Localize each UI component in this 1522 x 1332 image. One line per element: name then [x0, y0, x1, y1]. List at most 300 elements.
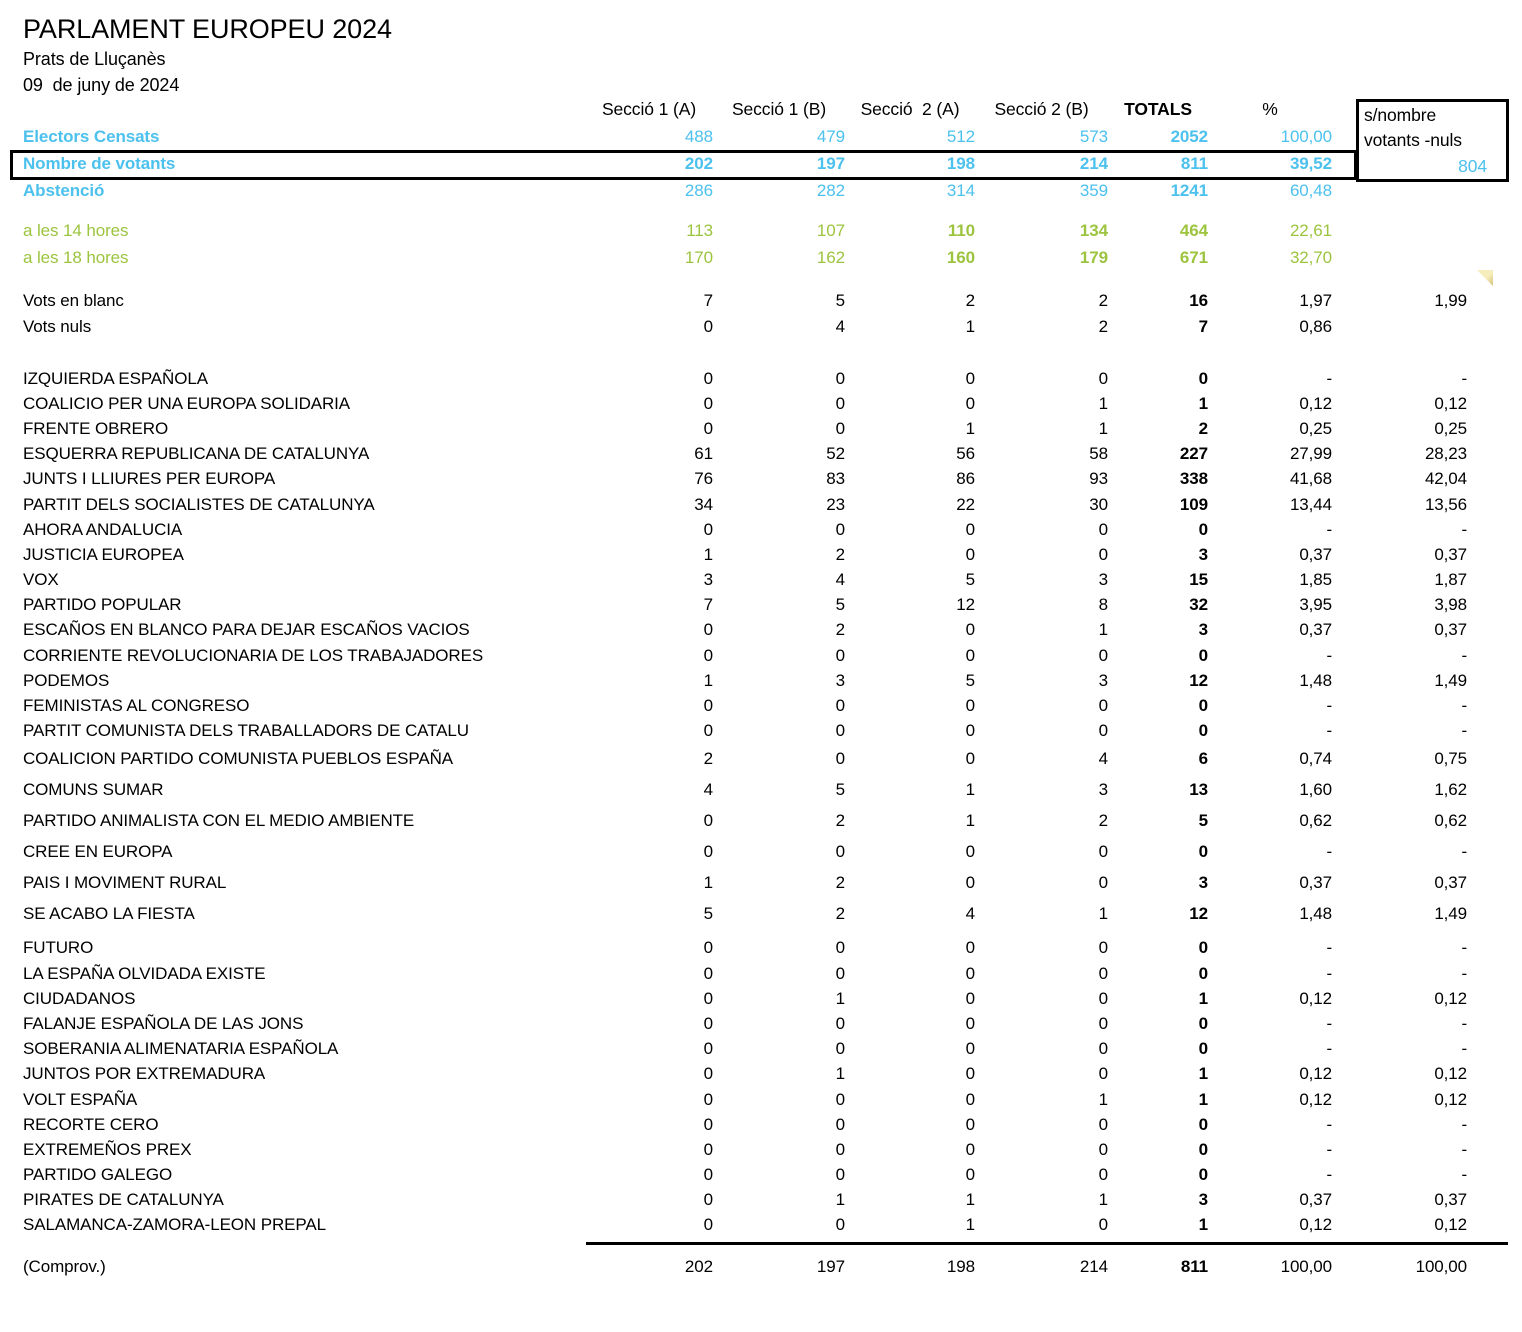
cell-pct: -	[1326, 519, 1332, 539]
cell-sec2b: 0	[1098, 988, 1108, 1008]
cell-sec2a: 0	[965, 1064, 975, 1084]
side-box-value: 804	[1458, 156, 1487, 176]
cell-pct: -	[1326, 645, 1332, 665]
cell-sec1b: 83	[826, 469, 845, 489]
row-label: IZQUIERDA ESPAÑOLA	[23, 368, 208, 388]
cell-sec2a: 0	[965, 938, 975, 958]
row-label: ESQUERRA REPUBLICANA DE CATALUNYA	[23, 444, 370, 464]
cell-totals: 671	[1179, 247, 1208, 267]
cell-totals: 2	[1198, 418, 1208, 438]
cell-pct: 1,97	[1299, 291, 1332, 310]
cell-pct: 0,12	[1299, 1064, 1332, 1084]
cell-sec1a: 202	[684, 153, 713, 173]
row-label: COMUNS SUMAR	[23, 780, 164, 800]
cell-sec1b: 0	[835, 1139, 845, 1159]
cell-pct: 1,48	[1299, 904, 1332, 924]
cell-sec1b: 0	[835, 963, 845, 983]
cell-snombre: -	[1461, 938, 1467, 958]
column-header-row	[0, 96, 1522, 123]
cell-snombre: -	[1461, 1039, 1467, 1059]
cell-sec1b: 0	[835, 938, 845, 958]
cell-sec2a: 0	[965, 988, 975, 1008]
row-justicia-europea	[0, 542, 1522, 567]
cell-sec1a: 7	[703, 291, 713, 310]
cell-pct: 60,48	[1289, 180, 1332, 200]
cell-sec2b: 1	[1098, 620, 1108, 640]
row-label: PIRATES DE CATALUNYA	[23, 1190, 224, 1210]
cell-sec1b: 0	[835, 1215, 845, 1235]
cell-sec2b: 214	[1079, 153, 1108, 173]
cell-sec2a: 22	[956, 494, 975, 514]
cell-sec2a: 0	[965, 1039, 975, 1059]
cell-snombre: -	[1461, 1165, 1467, 1185]
cell-sec2a: 5	[965, 670, 975, 690]
row-label: Vots en blanc	[23, 291, 124, 310]
row-label: a les 18 hores	[23, 247, 129, 267]
row-a-les-18-hores	[0, 244, 1522, 271]
cell-totals: 0	[1198, 721, 1208, 741]
cell-sec1b: 1	[835, 1064, 845, 1084]
cell-sec2b: 0	[1098, 1013, 1108, 1033]
cell-totals: 3	[1198, 873, 1208, 893]
cell-sec2b: 214	[1079, 1257, 1108, 1277]
cell-snombre: -	[1461, 1013, 1467, 1033]
cell-sec1a: 0	[703, 1064, 713, 1084]
cell-sec1a: 0	[703, 1139, 713, 1159]
cell-snombre: 13,56	[1424, 494, 1467, 514]
cell-sec1a: 202	[684, 1257, 713, 1277]
cell-sec2a: 56	[956, 444, 975, 464]
cell-totals: 0	[1198, 1039, 1208, 1059]
cell-snombre: 0,12	[1434, 1215, 1467, 1235]
cell-totals: 0	[1198, 1139, 1208, 1159]
cell-pct: 32,70	[1289, 247, 1332, 267]
cell-snombre	[1332, 217, 1467, 244]
cell-sec1a: 0	[703, 393, 713, 413]
cell-totals: 1	[1198, 1215, 1208, 1235]
row-label: FEMINISTAS AL CONGRESO	[23, 696, 250, 716]
cell-snombre: 0,12	[1434, 988, 1467, 1008]
cell-sec1b: 0	[835, 1013, 845, 1033]
cell-sec1b: 5	[835, 291, 845, 310]
cell-sec2b: 0	[1098, 721, 1108, 741]
cell-sec1a: 0	[703, 988, 713, 1008]
cell-sec1b: 197	[816, 1257, 845, 1277]
cell-sec2a: 1	[965, 1215, 975, 1235]
cell-snombre: 0,37	[1434, 1190, 1467, 1210]
cell-snombre: 1,62	[1434, 780, 1467, 800]
row-label: CIUDADANOS	[23, 988, 136, 1008]
cell-sec2b: 573	[1079, 126, 1108, 146]
cell-sec2b: 0	[1098, 938, 1108, 958]
cell-sec2b: 1	[1098, 904, 1108, 924]
cell-sec2a: 0	[965, 842, 975, 862]
cell-sec1a: 3	[703, 570, 713, 590]
row-label: VOX	[23, 570, 59, 590]
row-esquerra-republicana-de-catalunya	[0, 442, 1522, 467]
row-label: RECORTE CERO	[23, 1114, 159, 1134]
cell-sec1a: 0	[703, 696, 713, 716]
cell-sec2b: 0	[1098, 1114, 1108, 1134]
cell-pct: 0,12	[1299, 393, 1332, 413]
cell-sec2b: 134	[1079, 220, 1108, 240]
cell-sec2b: 30	[1089, 494, 1108, 514]
cell-sec1b: 107	[816, 220, 845, 240]
cell-sec2b: 3	[1098, 780, 1108, 800]
cell-sec2b: 0	[1098, 368, 1108, 388]
cell-sec1b: 1	[835, 988, 845, 1008]
cell-totals: 0	[1198, 696, 1208, 716]
cell-sec2a: 110	[947, 220, 975, 240]
cell-sec1a: 0	[703, 368, 713, 388]
cell-totals: 5	[1198, 811, 1208, 831]
cell-sec2a: 2	[965, 291, 975, 310]
row-label: Vots nuls	[23, 317, 92, 336]
cell-pct: -	[1326, 1139, 1332, 1159]
cell-totals: 32	[1189, 595, 1208, 615]
cell-sec1a: 0	[703, 317, 713, 336]
row-pirates-de-catalunya	[0, 1188, 1522, 1213]
row-label: PARTIDO ANIMALISTA CON EL MEDIO AMBIENTE	[23, 811, 415, 831]
row-label: PAIS I MOVIMENT RURAL	[23, 873, 227, 893]
cell-pct: 100,00	[1280, 126, 1332, 146]
row-label: CORRIENTE REVOLUCIONARIA DE LOS TRABAJADORES	[23, 645, 484, 665]
cell-sec1b: 4	[835, 570, 845, 590]
cell-totals: 0	[1198, 938, 1208, 958]
cell-totals: 3	[1198, 544, 1208, 564]
row-vox	[0, 568, 1522, 593]
cell-sec2b: 2	[1098, 811, 1108, 831]
row-a-les-14-hores	[0, 217, 1522, 244]
totals-rule	[586, 1242, 1508, 1245]
cell-sec1b: 2	[835, 873, 845, 893]
cell-pct: 0,62	[1299, 811, 1332, 831]
column-header-empty	[23, 96, 585, 123]
cell-pct: 1,85	[1299, 570, 1332, 590]
cell-pct: 41,68	[1289, 469, 1332, 489]
cell-totals: 3	[1198, 620, 1208, 640]
cell-sec2a: 0	[965, 1013, 975, 1033]
cell-totals: 0	[1198, 519, 1208, 539]
cell-snombre: 1,87	[1434, 570, 1467, 590]
row-comprov	[0, 1254, 1522, 1280]
cell-sec2b: 359	[1079, 180, 1108, 200]
cell-totals: 464	[1179, 220, 1208, 240]
cell-pct: 1,48	[1299, 670, 1332, 690]
page-title: PARLAMENT EUROPEU 2024	[23, 14, 392, 44]
cell-sec1a: 0	[703, 418, 713, 438]
cell-sec1b: 0	[835, 519, 845, 539]
row-partido-popular	[0, 593, 1522, 618]
cell-snombre: 1,99	[1434, 291, 1467, 310]
cell-sec2b: 0	[1098, 1139, 1108, 1159]
cell-sec2a: 512	[946, 126, 975, 146]
cell-snombre: 0,62	[1434, 811, 1467, 831]
cell-sec2b: 0	[1098, 873, 1108, 893]
cell-snombre	[1332, 244, 1467, 271]
cell-sec2a: 0	[965, 721, 975, 741]
cell-sec2b: 2	[1098, 291, 1108, 310]
cell-snombre: -	[1461, 721, 1467, 741]
cell-pct: -	[1326, 721, 1332, 741]
cell-snombre: 0,37	[1434, 873, 1467, 893]
cell-totals: 1	[1198, 1064, 1208, 1084]
row-partit-dels-socialistes-de-catalunya	[0, 492, 1522, 517]
cell-totals: 1	[1198, 988, 1208, 1008]
row-label: VOLT ESPAÑA	[23, 1089, 138, 1109]
row-label: SE ACABO LA FIESTA	[23, 904, 195, 924]
row-comuns-sumar	[0, 775, 1522, 806]
column-header-sec1b: Secció 1 (B)	[731, 99, 827, 119]
cell-sec1b: 0	[835, 749, 845, 769]
cell-sec2b: 3	[1098, 570, 1108, 590]
cell-totals: 0	[1198, 963, 1208, 983]
cell-snombre: -	[1461, 368, 1467, 388]
cell-sec1b: 0	[835, 1114, 845, 1134]
cell-snombre	[1332, 314, 1467, 340]
cell-sec2a: 198	[946, 153, 975, 173]
cell-sec2a: 0	[965, 1114, 975, 1134]
cell-sec1b: 5	[835, 780, 845, 800]
row-feministas-al-congreso	[0, 693, 1522, 718]
column-header-pct: %	[1262, 99, 1278, 119]
cell-snombre: -	[1461, 519, 1467, 539]
cell-sec1a: 0	[703, 963, 713, 983]
cell-pct: 0,12	[1299, 1089, 1332, 1109]
section-spacer	[0, 204, 1522, 217]
cell-sec2b: 1	[1098, 393, 1108, 413]
row-label: PARTIT DELS SOCIALISTES DE CATALUNYA	[23, 494, 375, 514]
row-label: SALAMANCA-ZAMORA-LEON PREPAL	[23, 1215, 326, 1235]
cell-snombre: -	[1461, 1139, 1467, 1159]
cell-pct: 0,74	[1299, 749, 1332, 769]
side-box-label-line2: votants -nuls	[1364, 130, 1462, 150]
cell-snombre: -	[1461, 696, 1467, 716]
cell-sec2a: 0	[965, 749, 975, 769]
cell-totals: 12	[1189, 670, 1208, 690]
row-la-espa-a-olvidada-existe	[0, 961, 1522, 986]
cell-sec2b: 3	[1098, 670, 1108, 690]
cell-sec2a: 0	[965, 393, 975, 413]
row-label: COALICIO PER UNA EUROPA SOLIDARIA	[23, 393, 351, 413]
cell-sec1b: 2	[835, 811, 845, 831]
cell-pct: -	[1326, 1165, 1332, 1185]
row-label: FUTURO	[23, 938, 94, 958]
report-date: 09 de juny de 2024	[23, 75, 180, 95]
cell-sec2b: 1	[1098, 1190, 1108, 1210]
cell-sec1b: 197	[816, 153, 845, 173]
cell-pct: 1,60	[1299, 780, 1332, 800]
cell-snombre: 0,12	[1434, 393, 1467, 413]
cell-sec1a: 1	[703, 873, 713, 893]
cell-sec1b: 5	[835, 595, 845, 615]
row-label: a les 14 hores	[23, 220, 129, 240]
cell-sec2a: 0	[965, 645, 975, 665]
cell-sec1a: 0	[703, 1190, 713, 1210]
cell-sec1a: 286	[684, 180, 713, 200]
cell-pct: 39,52	[1289, 153, 1332, 173]
cell-totals: 6	[1198, 749, 1208, 769]
cell-totals: 13	[1189, 780, 1208, 800]
cell-sec1b: 2	[835, 904, 845, 924]
cell-sec1a: 1	[703, 670, 713, 690]
column-header-sec2b: Secció 2 (B)	[994, 99, 1089, 119]
section-spacer	[0, 340, 1522, 366]
cell-sec2a: 5	[965, 570, 975, 590]
cell-snombre: -	[1461, 1114, 1467, 1134]
row-juntos-por-extremadura	[0, 1062, 1522, 1087]
row-recorte-cero	[0, 1112, 1522, 1137]
row-nombre-de-votants	[0, 150, 1522, 177]
cell-sec2a: 0	[965, 1089, 975, 1109]
row-junts-i-lliures-per-europa	[0, 467, 1522, 492]
cell-sec1b: 479	[816, 126, 845, 146]
cell-sec1b: 0	[835, 645, 845, 665]
cell-sec1a: 34	[694, 494, 713, 514]
cell-snombre: -	[1461, 645, 1467, 665]
cell-pct: -	[1326, 1114, 1332, 1134]
cell-sec2a: 0	[965, 620, 975, 640]
row-label: Nombre de votants	[23, 153, 176, 173]
cell-totals: 0	[1198, 1013, 1208, 1033]
cell-totals: 0	[1198, 842, 1208, 862]
cell-snombre: -	[1461, 963, 1467, 983]
cell-sec1a: 7	[703, 595, 713, 615]
title-block	[23, 12, 392, 98]
cell-sec1a: 0	[703, 842, 713, 862]
row-label: LA ESPAÑA OLVIDADA EXISTE	[23, 963, 266, 983]
cell-snombre: 0,25	[1434, 418, 1467, 438]
cell-pct: -	[1326, 938, 1332, 958]
cell-totals: 15	[1189, 570, 1208, 590]
cell-sec1a: 61	[694, 444, 713, 464]
cell-totals: 109	[1179, 494, 1208, 514]
row-label: (Comprov.)	[23, 1257, 106, 1277]
cell-sec1a: 0	[703, 1165, 713, 1185]
cell-sec1a: 0	[703, 519, 713, 539]
row-label: SOBERANIA ALIMENATARIA ESPAÑOLA	[23, 1039, 339, 1059]
row-esca-os-en-blanco-para-dejar-esca-os-vacios	[0, 618, 1522, 643]
row-falanje-espa-ola-de-las-jons	[0, 1011, 1522, 1036]
cell-snombre: -	[1461, 842, 1467, 862]
cell-sec1a: 0	[703, 620, 713, 640]
row-coalicio-per-una-europa-solidaria	[0, 391, 1522, 416]
cell-sec1b: 1	[835, 1190, 845, 1210]
row-label: ESCAÑOS EN BLANCO PARA DEJAR ESCAÑOS VACIOS	[23, 620, 470, 640]
row-corriente-revolucionaria-de-los-trabajadores	[0, 643, 1522, 668]
cell-sec2a: 0	[965, 519, 975, 539]
cell-pct: -	[1326, 842, 1332, 862]
results-table	[0, 96, 1522, 1280]
side-box-label-line1: s/nombre	[1364, 105, 1437, 125]
row-label: PODEMOS	[23, 670, 110, 690]
cell-snombre: 42,04	[1424, 469, 1467, 489]
cell-sec1a: 0	[703, 1215, 713, 1235]
cell-sec1b: 52	[826, 444, 845, 464]
cell-sec2b: 0	[1098, 1165, 1108, 1185]
cell-snombre: 0,75	[1434, 749, 1467, 769]
cell-pct: 100,00	[1280, 1257, 1332, 1277]
cell-sec2b: 1	[1098, 418, 1108, 438]
cell-sec1a: 0	[703, 1089, 713, 1109]
cell-sec1a: 76	[694, 469, 713, 489]
cell-pct: 13,44	[1289, 494, 1332, 514]
cell-sec2a: 0	[965, 1139, 975, 1159]
cell-sec2a: 0	[965, 696, 975, 716]
cell-snombre: 28,23	[1424, 444, 1467, 464]
cell-snombre: 0,37	[1434, 620, 1467, 640]
column-header-sec2a: Secció 2 (A)	[860, 99, 960, 119]
cell-sec1a: 1	[703, 544, 713, 564]
cell-sec1a: 0	[703, 1039, 713, 1059]
section-spacer	[0, 271, 1522, 288]
cell-sec1a: 488	[684, 126, 713, 146]
cell-pct: 0,12	[1299, 1215, 1332, 1235]
cell-sec2a: 1	[965, 780, 975, 800]
cell-pct: 0,25	[1299, 418, 1332, 438]
row-partido-galego	[0, 1163, 1522, 1188]
cell-sec1a: 5	[703, 904, 713, 924]
cell-sec2b: 4	[1098, 749, 1108, 769]
cell-pct: 0,37	[1299, 873, 1332, 893]
cell-sec2b: 0	[1098, 645, 1108, 665]
row-futuro	[0, 936, 1522, 961]
cell-sec2b: 0	[1098, 696, 1108, 716]
row-partit-comunista-dels-traballadors-de-catalu	[0, 719, 1522, 744]
cell-sec1b: 0	[835, 1089, 845, 1109]
row-cree-en-europa	[0, 837, 1522, 868]
cell-sec2b: 1	[1098, 1089, 1108, 1109]
row-frente-obrero	[0, 416, 1522, 441]
row-label: PARTIT COMUNISTA DELS TRABALLADORS DE CATALU	[23, 721, 469, 741]
cell-pct: -	[1326, 368, 1332, 388]
row-label: Electors Censats	[23, 126, 160, 146]
cell-sec1a: 0	[703, 811, 713, 831]
row-volt-espa-a	[0, 1087, 1522, 1112]
municipality: Prats de Lluçanès	[23, 49, 166, 69]
cell-snombre: 0,12	[1434, 1064, 1467, 1084]
row-label: JUSTICIA EUROPEA	[23, 544, 184, 564]
cell-pct: -	[1326, 696, 1332, 716]
cell-totals: 0	[1198, 1165, 1208, 1185]
cell-totals: 3	[1198, 1190, 1208, 1210]
cell-snombre: 1,49	[1434, 904, 1467, 924]
side-box	[1356, 99, 1509, 182]
cell-sec1b: 0	[835, 1165, 845, 1185]
cell-snombre: 100,00	[1415, 1257, 1467, 1277]
cell-sec1b: 3	[835, 670, 845, 690]
cell-totals: 7	[1198, 317, 1208, 336]
cell-sec1a: 113	[686, 220, 713, 240]
cell-pct: 0,37	[1299, 620, 1332, 640]
row-label: FALANJE ESPAÑOLA DE LAS JONS	[23, 1013, 304, 1033]
row-electors-censats	[0, 123, 1522, 150]
cell-sec1b: 282	[816, 180, 845, 200]
cell-sec2b: 0	[1098, 1039, 1108, 1059]
cell-sec2a: 198	[946, 1257, 975, 1277]
cell-snombre: 1,49	[1434, 670, 1467, 690]
row-label: Abstenció	[23, 180, 105, 200]
cell-pct: 0,86	[1299, 317, 1332, 336]
cell-sec2b: 0	[1098, 963, 1108, 983]
row-label: FRENTE OBRERO	[23, 418, 169, 438]
cell-sec2b: 0	[1098, 519, 1108, 539]
cell-sec1b: 0	[835, 842, 845, 862]
cell-sec2a: 1	[965, 317, 975, 336]
row-pais-i-moviment-rural	[0, 868, 1522, 899]
cell-totals: 0	[1198, 1114, 1208, 1134]
cell-sec2b: 0	[1098, 1215, 1108, 1235]
